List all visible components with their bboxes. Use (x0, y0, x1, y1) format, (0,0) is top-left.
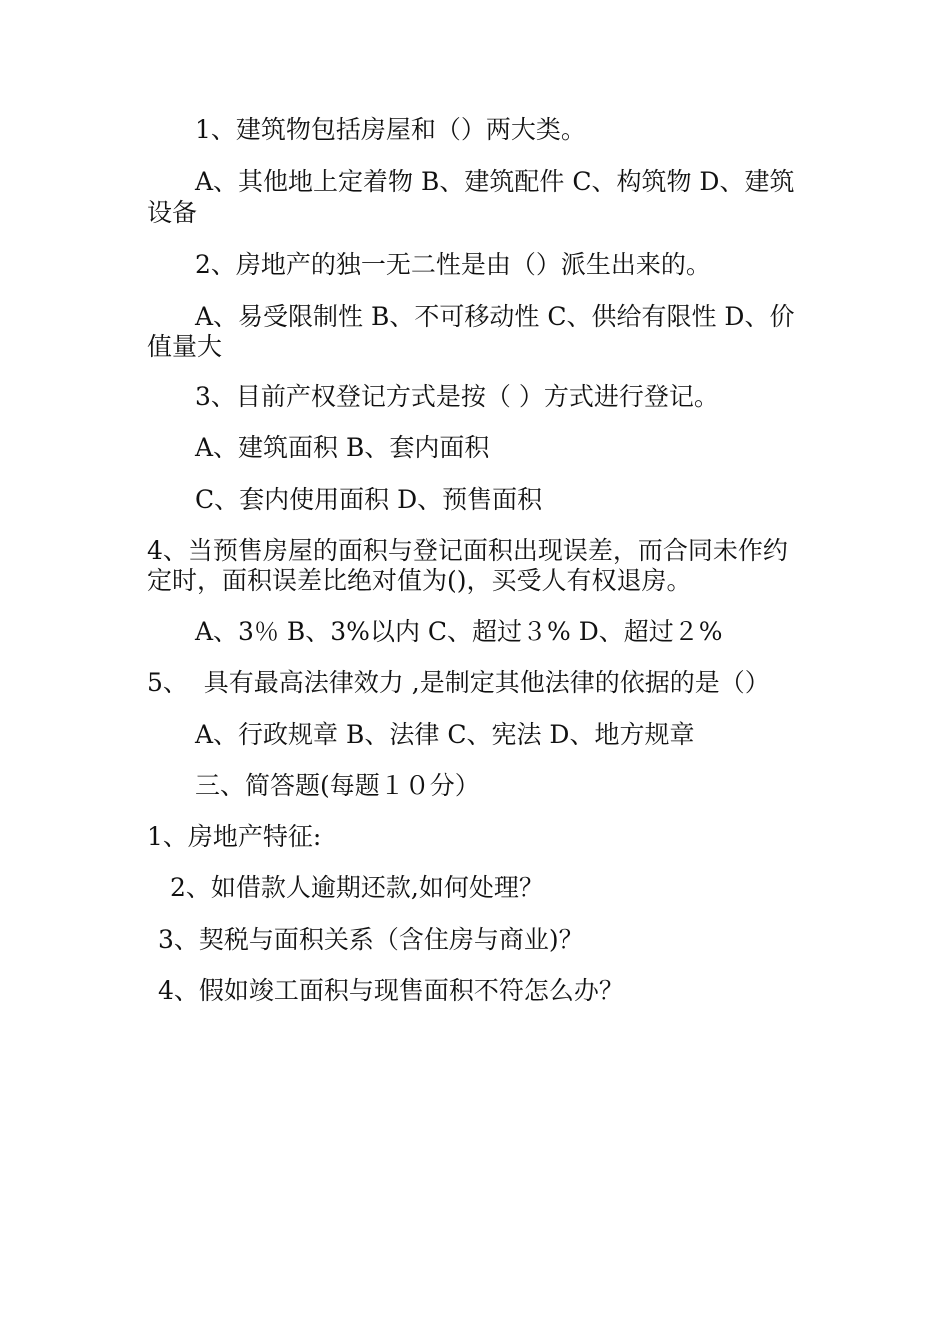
question-3-text: 3、目前产权登记方式是按（ ）方式进行登记。 (195, 382, 719, 411)
short-answer-4: 4、假如竣工面积与现售面积不符怎么办？ (158, 976, 624, 1005)
question-2-options-continued: 值量大 (147, 332, 223, 361)
question-4-text-continued: 定时，面积误差比绝对值为()，买受人有权退房。 (147, 566, 692, 595)
question-4-options: A、3％ B、3%以内 C、超过３% D、超过２% (195, 617, 723, 646)
question-4-text: 4、当预售房屋的面积与登记面积出现误差，而合同未作约 (147, 536, 788, 565)
question-5-text: 5、 具有最高法律效力 ,是制定其他法律的依据的是（） (147, 668, 770, 697)
question-1-options-continued: 设备 (147, 198, 198, 227)
question-1-text: 1、建筑物包括房屋和（）两大类。 (195, 115, 586, 144)
question-1-options: A、其他地上定着物 B、建筑配件 C、构筑物 D、建筑 (195, 167, 795, 196)
question-3-options-cd: C、套内使用面积 D、预售面积 (195, 485, 543, 514)
question-2-text: 2、房地产的独一无二性是由（）派生出来的。 (195, 250, 711, 279)
question-2-options: A、易受限制性 B、不可移动性 C、供给有限性 D、价 (195, 302, 795, 331)
question-3-options-ab: A、建筑面积 B、套内面积 (195, 433, 490, 462)
question-5-options: A、行政规章 B、法律 C、宪法 D、地方规章 (195, 720, 695, 749)
short-answer-2: 2、如借款人逾期还款,如何处理？ (170, 873, 544, 902)
section-heading-short-answer: 三、简答题(每题１０分） (195, 771, 480, 800)
short-answer-1: 1、房地产特征: (147, 822, 322, 851)
short-answer-3: 3、契税与面积关系（含住房与商业)？ (158, 925, 584, 954)
